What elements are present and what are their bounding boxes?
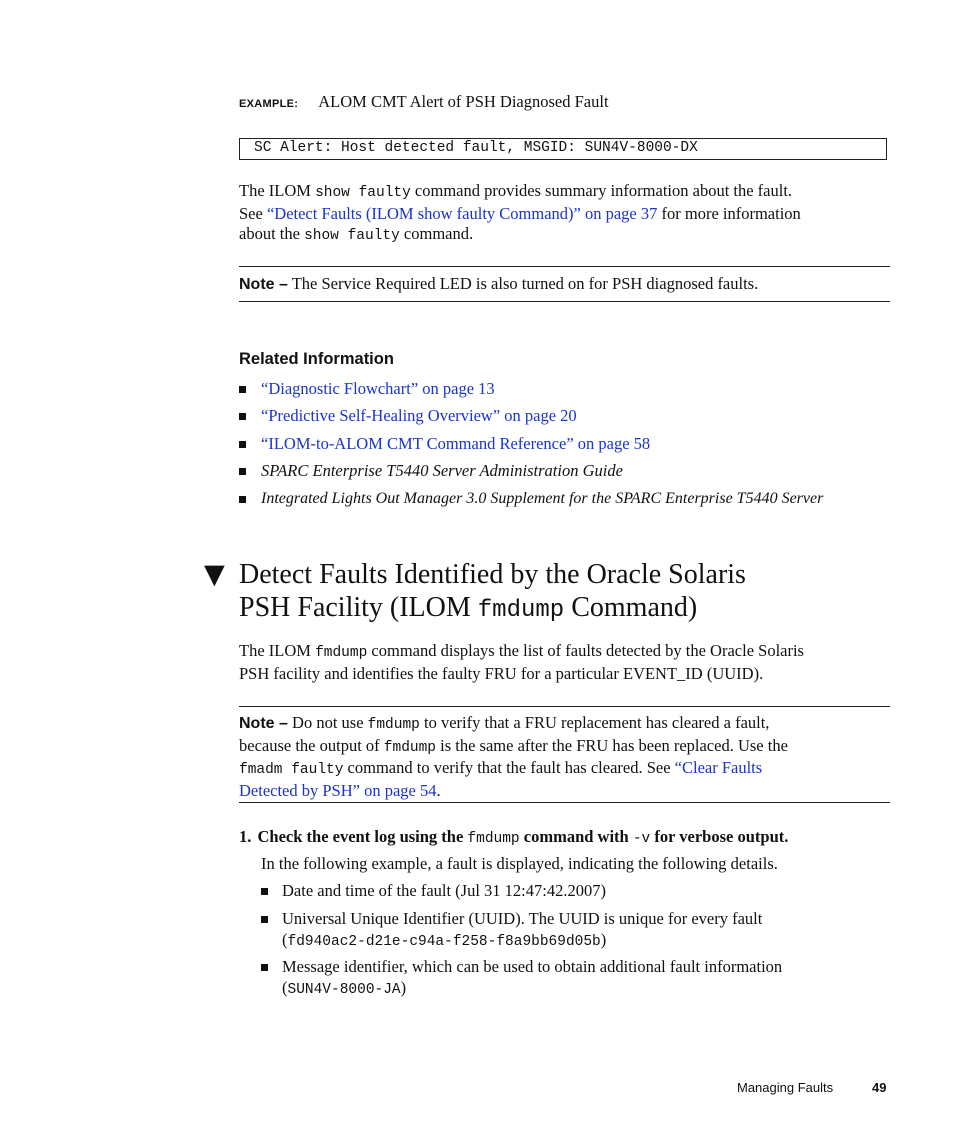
bullet-marker [239,441,246,448]
example-label: EXAMPLE: [239,98,299,110]
text: to verify that a FRU replacement has cleared a fault, [419,713,770,732]
text: about the [239,224,305,243]
text: for verbose output. [650,827,789,846]
inline-code: show faulty [315,185,411,201]
note-rule-top [239,706,890,707]
bullet-marker [239,413,246,420]
detail-item-date: Date and time of the fault (Jul 31 12:47:42.2007) [282,881,606,900]
text: command with [519,827,633,846]
text: PSH Facility (ILOM [239,592,478,623]
note-label: Note – [239,715,288,732]
related-doc-admin-guide: SPARC Enterprise T5440 Server Administration Guide [261,461,623,480]
text: See [239,203,267,223]
step-1-intro: In the following example, a fault is displayed, indicating the following details. [261,854,778,873]
text: The ILOM [239,181,316,200]
link-clear-faults-cont[interactable]: Detected by PSH” on page 54 [239,780,437,800]
related-link-command-reference[interactable]: “ILOM-to-ALOM CMT Command Reference” on page 58 [261,434,651,453]
text: ) [600,929,607,949]
text: command to verify that the fault has cleared. See [343,758,675,777]
text: Command) [564,592,698,623]
text: for more information [657,203,801,223]
text: PSH facility and identifies the faulty FRU for a particular EVENT_ID (UUID). [239,663,764,683]
note-rule-top [239,266,890,267]
text: ( [282,929,288,949]
bullet-marker [261,916,268,923]
note-fmdump-warning [239,713,788,801]
inline-code: fmdump [367,717,420,733]
inline-code: fmdump [467,831,520,847]
text: ( [282,977,288,997]
link-clear-faults[interactable]: “Clear Faults [674,758,763,777]
section-heading-line1: Detect Faults Identified by the Oracle Solaris [239,559,746,590]
inline-code: fmdump [315,645,368,661]
paragraph-fmdump [239,641,804,684]
inline-code: fd940ac2-d21e-c94a-f258-f8a9bb69d05b [287,933,601,950]
section-heading [239,558,746,627]
text: . [436,780,441,800]
footer-page-number: 49 [872,1080,887,1095]
note-label: Note – [239,276,288,293]
code-text: SC Alert: Host detected fault, MSGID: SUN4V-8000-DX [254,140,698,156]
inline-code: show faulty [304,228,400,244]
paragraph-show-faulty [239,181,899,247]
example-caption [239,92,609,113]
step-number: 1. [239,827,252,846]
bullet-marker [239,496,246,503]
text: command provides summary information about the fault. [410,181,793,200]
text: The ILOM [239,641,316,660]
bullet-marker [239,386,246,393]
note-service-led [239,274,758,296]
detail-item-message-id [282,957,782,1000]
text: command displays the list of faults detected by the Oracle Solaris [367,641,804,660]
inline-code: fmadm faulty [239,762,344,778]
text: Universal Unique Identifier (UUID). The UUID is unique for every fault [282,909,763,928]
code-box [239,138,887,160]
text: Message identifier, which can be used to obtain additional fault information [282,957,783,976]
related-link-diagnostic-flowchart[interactable]: “Diagnostic Flowchart” on page 13 [261,379,495,398]
bullet-marker [261,888,268,895]
step-1 [239,827,788,850]
note-text: The Service Required LED is also turned on for PSH diagnosed faults. [287,274,759,293]
text: Check the event log using the [257,827,468,846]
bullet-marker [239,468,246,475]
text: Do not use [287,713,368,732]
detail-item-uuid [282,909,762,952]
inline-code: SUN4V-8000-JA [287,981,401,998]
related-link-psh-overview[interactable]: “Predictive Self-Healing Overview” on page 20 [261,406,577,425]
note-rule-bottom [239,301,890,302]
heading-code: fmdump [477,597,565,624]
section-heading-line2 [239,591,746,627]
note-rule-bottom [239,802,890,803]
inline-code: -v [632,831,651,847]
related-doc-ilom-supplement: Integrated Lights Out Manager 3.0 Supplement for the SPARC Enterprise T5440 Server [261,490,824,507]
example-title: ALOM CMT Alert of PSH Diagnosed Fault [318,92,609,111]
section-marker: ▼ [204,559,225,590]
text: command. [399,224,474,243]
text: is the same after the FRU has been replaced. Use the [436,735,788,755]
footer-section-name: Managing Faults [737,1080,834,1095]
bullet-marker [261,964,268,971]
text: ) [400,977,407,997]
related-heading: Related Information [239,350,394,368]
inline-code: fmdump [383,739,437,756]
text: because the output of [239,735,384,755]
link-detect-faults[interactable]: “Detect Faults (ILOM show faulty Command)” on page 37 [266,203,658,223]
